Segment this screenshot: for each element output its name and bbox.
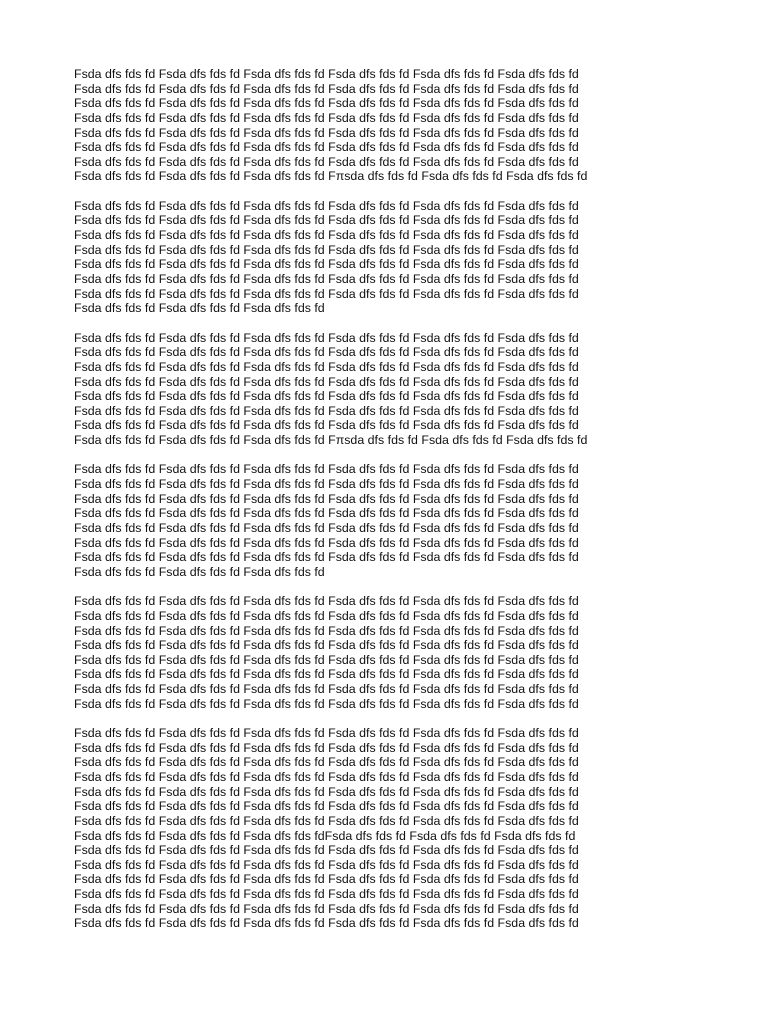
text-line: Fsda dfs fds fd Fsda dfs fds fd Fsda dfs fds fd (74, 564, 325, 579)
text-line: Fsda dfs fds fd Fsda dfs fds fd Fsda dfs fds fd Fsda dfs fds fd Fsda dfs fds fd Fsda dfs fds fd (74, 535, 579, 550)
text-line: Fsda dfs fds fd Fsda dfs fds fd Fsda dfs fds fd Fsda dfs fds fd Fsda dfs fds fd Fsda dfs fds fd (74, 652, 579, 667)
text-line: Fsda dfs fds fd Fsda dfs fds fd Fsda dfs fds fd Fsda dfs fds fd Fsda dfs fds fd Fsda dfs fds fd (74, 125, 579, 140)
text-line: Fsda dfs fds fd Fsda dfs fds fd Fsda dfs fds fd Fsda dfs fds fd Fsda dfs fds fd Fsda dfs fds fd (74, 682, 579, 697)
text-line: Fsda dfs fds fd Fsda dfs fds fd Fsda dfs fds fd Fsda dfs fds fd Fsda dfs fds fd Fsda dfs fds fd (74, 813, 579, 828)
text-line: Fsda dfs fds fd Fsda dfs fds fd Fsda dfs fds fd Fsda dfs fds fd Fsda dfs fds fd Fsda dfs fds fd (74, 154, 579, 169)
text-line: Fsda dfs fds fd Fsda dfs fds fd Fsda dfs fds fd Fsda dfs fds fd Fsda dfs fds fd Fsda dfs fds fd (74, 550, 579, 565)
text-line: Fsda dfs fds fd Fsda dfs fds fd Fsda dfs fds fd Fsda dfs fds fd Fsda dfs fds fd Fsda dfs fds fd (74, 843, 579, 858)
text-line: Fsda dfs fds fd Fsda dfs fds fd Fsda dfs fds fd Fsda dfs fds fd Fsda dfs fds fd Fsda dfs fds fd (74, 740, 579, 755)
paragraph-1 (74, 67, 694, 184)
text-line: Fsda dfs fds fd Fsda dfs fds fd Fsda dfs fds fd Fsda dfs fds fd Fsda dfs fds fd Fsda dfs fds fd (74, 110, 579, 125)
text-line: Fsda dfs fds fd Fsda dfs fds fd Fsda dfs fds fd Fsda dfs fds fd Fsda dfs fds fd Fsda dfs fds fd (74, 491, 579, 506)
text-line: Fsda dfs fds fd Fsda dfs fds fd Fsda dfs fds fd Fπsda dfs fds fd Fsda dfs fds fd Fsda dfs fds fd (74, 169, 588, 184)
text-line: Fsda dfs fds fd Fsda dfs fds fd Fsda dfs fds fd Fsda dfs fds fd Fsda dfs fds fd Fsda dfs fds fd (74, 784, 579, 799)
text-line: Fsda dfs fds fd Fsda dfs fds fd Fsda dfs fds fd Fsda dfs fds fd Fsda dfs fds fd Fsda dfs fds fd (74, 638, 579, 653)
text-line: Fsda dfs fds fd Fsda dfs fds fd Fsda dfs fds fd Fsda dfs fds fd Fsda dfs fds fd Fsda dfs fds fd (74, 594, 579, 609)
text-line: Fsda dfs fds fd Fsda dfs fds fd Fsda dfs fds fd Fsda dfs fds fd Fsda dfs fds fd Fsda dfs fds fd (74, 857, 579, 872)
paragraph-5 (74, 594, 694, 711)
text-line: Fsda dfs fds fd Fsda dfs fds fd Fsda dfs fds fd Fsda dfs fds fd Fsda dfs fds fd Fsda dfs fds fd (74, 799, 579, 814)
text-line: Fsda dfs fds fd Fsda dfs fds fd Fsda dfs fds fd Fsda dfs fds fd Fsda dfs fds fd Fsda dfs fds fd (74, 81, 579, 96)
text-line: Fsda dfs fds fd Fsda dfs fds fd Fsda dfs fds fd Fsda dfs fds fd Fsda dfs fds fd Fsda dfs fds fd (74, 374, 579, 389)
text-line: Fsda dfs fds fd Fsda dfs fds fd Fsda dfs fds fd Fsda dfs fds fd Fsda dfs fds fd Fsda dfs fds fd (74, 213, 579, 228)
text-line: Fsda dfs fds fd Fsda dfs fds fd Fsda dfs fds fd Fsda dfs fds fd Fsda dfs fds fd Fsda dfs fds fd (74, 242, 579, 257)
text-line: Fsda dfs fds fd Fsda dfs fds fd Fsda dfs fds fd Fsda dfs fds fd Fsda dfs fds fd Fsda dfs fds fd (74, 872, 579, 887)
text-line: Fsda dfs fds fd Fsda dfs fds fd Fsda dfs fds fd Fsda dfs fds fd Fsda dfs fds fd Fsda dfs fds fd (74, 623, 579, 638)
paragraph-6 (74, 726, 694, 931)
text-line: Fsda dfs fds fd Fsda dfs fds fd Fsda dfs fds fd Fsda dfs fds fd Fsda dfs fds fd Fsda dfs fds fd (74, 286, 579, 301)
text-line: Fsda dfs fds fd Fsda dfs fds fd Fsda dfs fds fd Fsda dfs fds fd Fsda dfs fds fd Fsda dfs fds fd (74, 403, 579, 418)
document-body (74, 67, 694, 946)
text-line: Fsda dfs fds fd Fsda dfs fds fd Fsda dfs fds fd Fsda dfs fds fd Fsda dfs fds fd Fsda dfs fds fd (74, 696, 579, 711)
text-line: Fsda dfs fds fd Fsda dfs fds fd Fsda dfs fds fd Fπsda dfs fds fd Fsda dfs fds fd Fsda dfs fds fd (74, 433, 588, 448)
text-line: Fsda dfs fds fd Fsda dfs fds fd Fsda dfs fds fd Fsda dfs fds fd Fsda dfs fds fd Fsda dfs fds fd (74, 330, 579, 345)
text-line: Fsda dfs fds fd Fsda dfs fds fd Fsda dfs fds fd Fsda dfs fds fd Fsda dfs fds fd Fsda dfs fds fd (74, 418, 579, 433)
text-line: Fsda dfs fds fd Fsda dfs fds fd Fsda dfs fds fd Fsda dfs fds fd Fsda dfs fds fd Fsda dfs fds fd (74, 887, 579, 902)
text-line: Fsda dfs fds fd Fsda dfs fds fd Fsda dfs fds fd Fsda dfs fds fd Fsda dfs fds fd Fsda dfs fds fd (74, 198, 579, 213)
text-line: Fsda dfs fds fd Fsda dfs fds fd Fsda dfs fds fd Fsda dfs fds fd Fsda dfs fds fd Fsda dfs fds fd (74, 769, 579, 784)
text-line: Fsda dfs fds fd Fsda dfs fds fd Fsda dfs fds fd Fsda dfs fds fd Fsda dfs fds fd Fsda dfs fds fd (74, 67, 579, 81)
text-line: Fsda dfs fds fd Fsda dfs fds fd Fsda dfs fds fd Fsda dfs fds fd Fsda dfs fds fd Fsda dfs fds fd (74, 389, 579, 404)
text-line: Fsda dfs fds fd Fsda dfs fds fd Fsda dfs fds fd Fsda dfs fds fd Fsda dfs fds fd Fsda dfs fds fd (74, 755, 579, 770)
text-line: Fsda dfs fds fd Fsda dfs fds fd Fsda dfs fds fd Fsda dfs fds fd Fsda dfs fds fd Fsda dfs fds fd (74, 140, 579, 155)
text-line: Fsda dfs fds fd Fsda dfs fds fd Fsda dfs fds fd (74, 301, 325, 316)
text-line: Fsda dfs fds fd Fsda dfs fds fd Fsda dfs fds fd Fsda dfs fds fd Fsda dfs fds fd Fsda dfs fds fd (74, 228, 579, 243)
text-line: Fsda dfs fds fd Fsda dfs fds fd Fsda dfs fds fd Fsda dfs fds fd Fsda dfs fds fd Fsda dfs fds fd (74, 272, 579, 287)
text-line: Fsda dfs fds fd Fsda dfs fds fd Fsda dfs fds fd Fsda dfs fds fd Fsda dfs fds fd Fsda dfs fds fd (74, 257, 579, 272)
text-line: Fsda dfs fds fd Fsda dfs fds fd Fsda dfs fds fd Fsda dfs fds fd Fsda dfs fds fd Fsda dfs fds fd (74, 345, 579, 360)
text-line: Fsda dfs fds fd Fsda dfs fds fd Fsda dfs fds fd Fsda dfs fds fd Fsda dfs fds fd Fsda dfs fds fd (74, 506, 579, 521)
text-line: Fsda dfs fds fd Fsda dfs fds fd Fsda dfs fds fd Fsda dfs fds fd Fsda dfs fds fd Fsda dfs fds fd (74, 96, 579, 111)
paragraph-3 (74, 331, 694, 448)
text-line: Fsda dfs fds fd Fsda dfs fds fd Fsda dfs fds fd Fsda dfs fds fd Fsda dfs fds fd Fsda dfs fds fd (74, 462, 579, 477)
text-line: Fsda dfs fds fd Fsda dfs fds fd Fsda dfs fds fd Fsda dfs fds fd Fsda dfs fds fd Fsda dfs fds fd (74, 901, 579, 916)
text-line: Fsda dfs fds fd Fsda dfs fds fd Fsda dfs fds fd Fsda dfs fds fd Fsda dfs fds fd Fsda dfs fds fd (74, 726, 579, 741)
text-line: Fsda dfs fds fd Fsda dfs fds fd Fsda dfs fds fd Fsda dfs fds fd Fsda dfs fds fd Fsda dfs fds fd (74, 359, 579, 374)
text-line: Fsda dfs fds fd Fsda dfs fds fd Fsda dfs fds fd Fsda dfs fds fd Fsda dfs fds fd Fsda dfs fds fd (74, 608, 579, 623)
paragraph-4 (74, 462, 694, 579)
text-line: Fsda dfs fds fd Fsda dfs fds fd Fsda dfs fds fd Fsda dfs fds fd Fsda dfs fds fd Fsda dfs fds fd (74, 667, 579, 682)
text-line: Fsda dfs fds fd Fsda dfs fds fd Fsda dfs fds fd Fsda dfs fds fd Fsda dfs fds fd Fsda dfs fds fd (74, 521, 579, 535)
paragraph-2 (74, 199, 694, 316)
text-line: Fsda dfs fds fd Fsda dfs fds fd Fsda dfs fds fd Fsda dfs fds fd Fsda dfs fds fd Fsda dfs fds fd (74, 916, 579, 931)
text-line: Fsda dfs fds fd Fsda dfs fds fd Fsda dfs fds fdFsda dfs fds fd Fsda dfs fds fd Fsda dfs fds fd (74, 828, 576, 843)
text-line: Fsda dfs fds fd Fsda dfs fds fd Fsda dfs fds fd Fsda dfs fds fd Fsda dfs fds fd Fsda dfs fds fd (74, 477, 579, 492)
